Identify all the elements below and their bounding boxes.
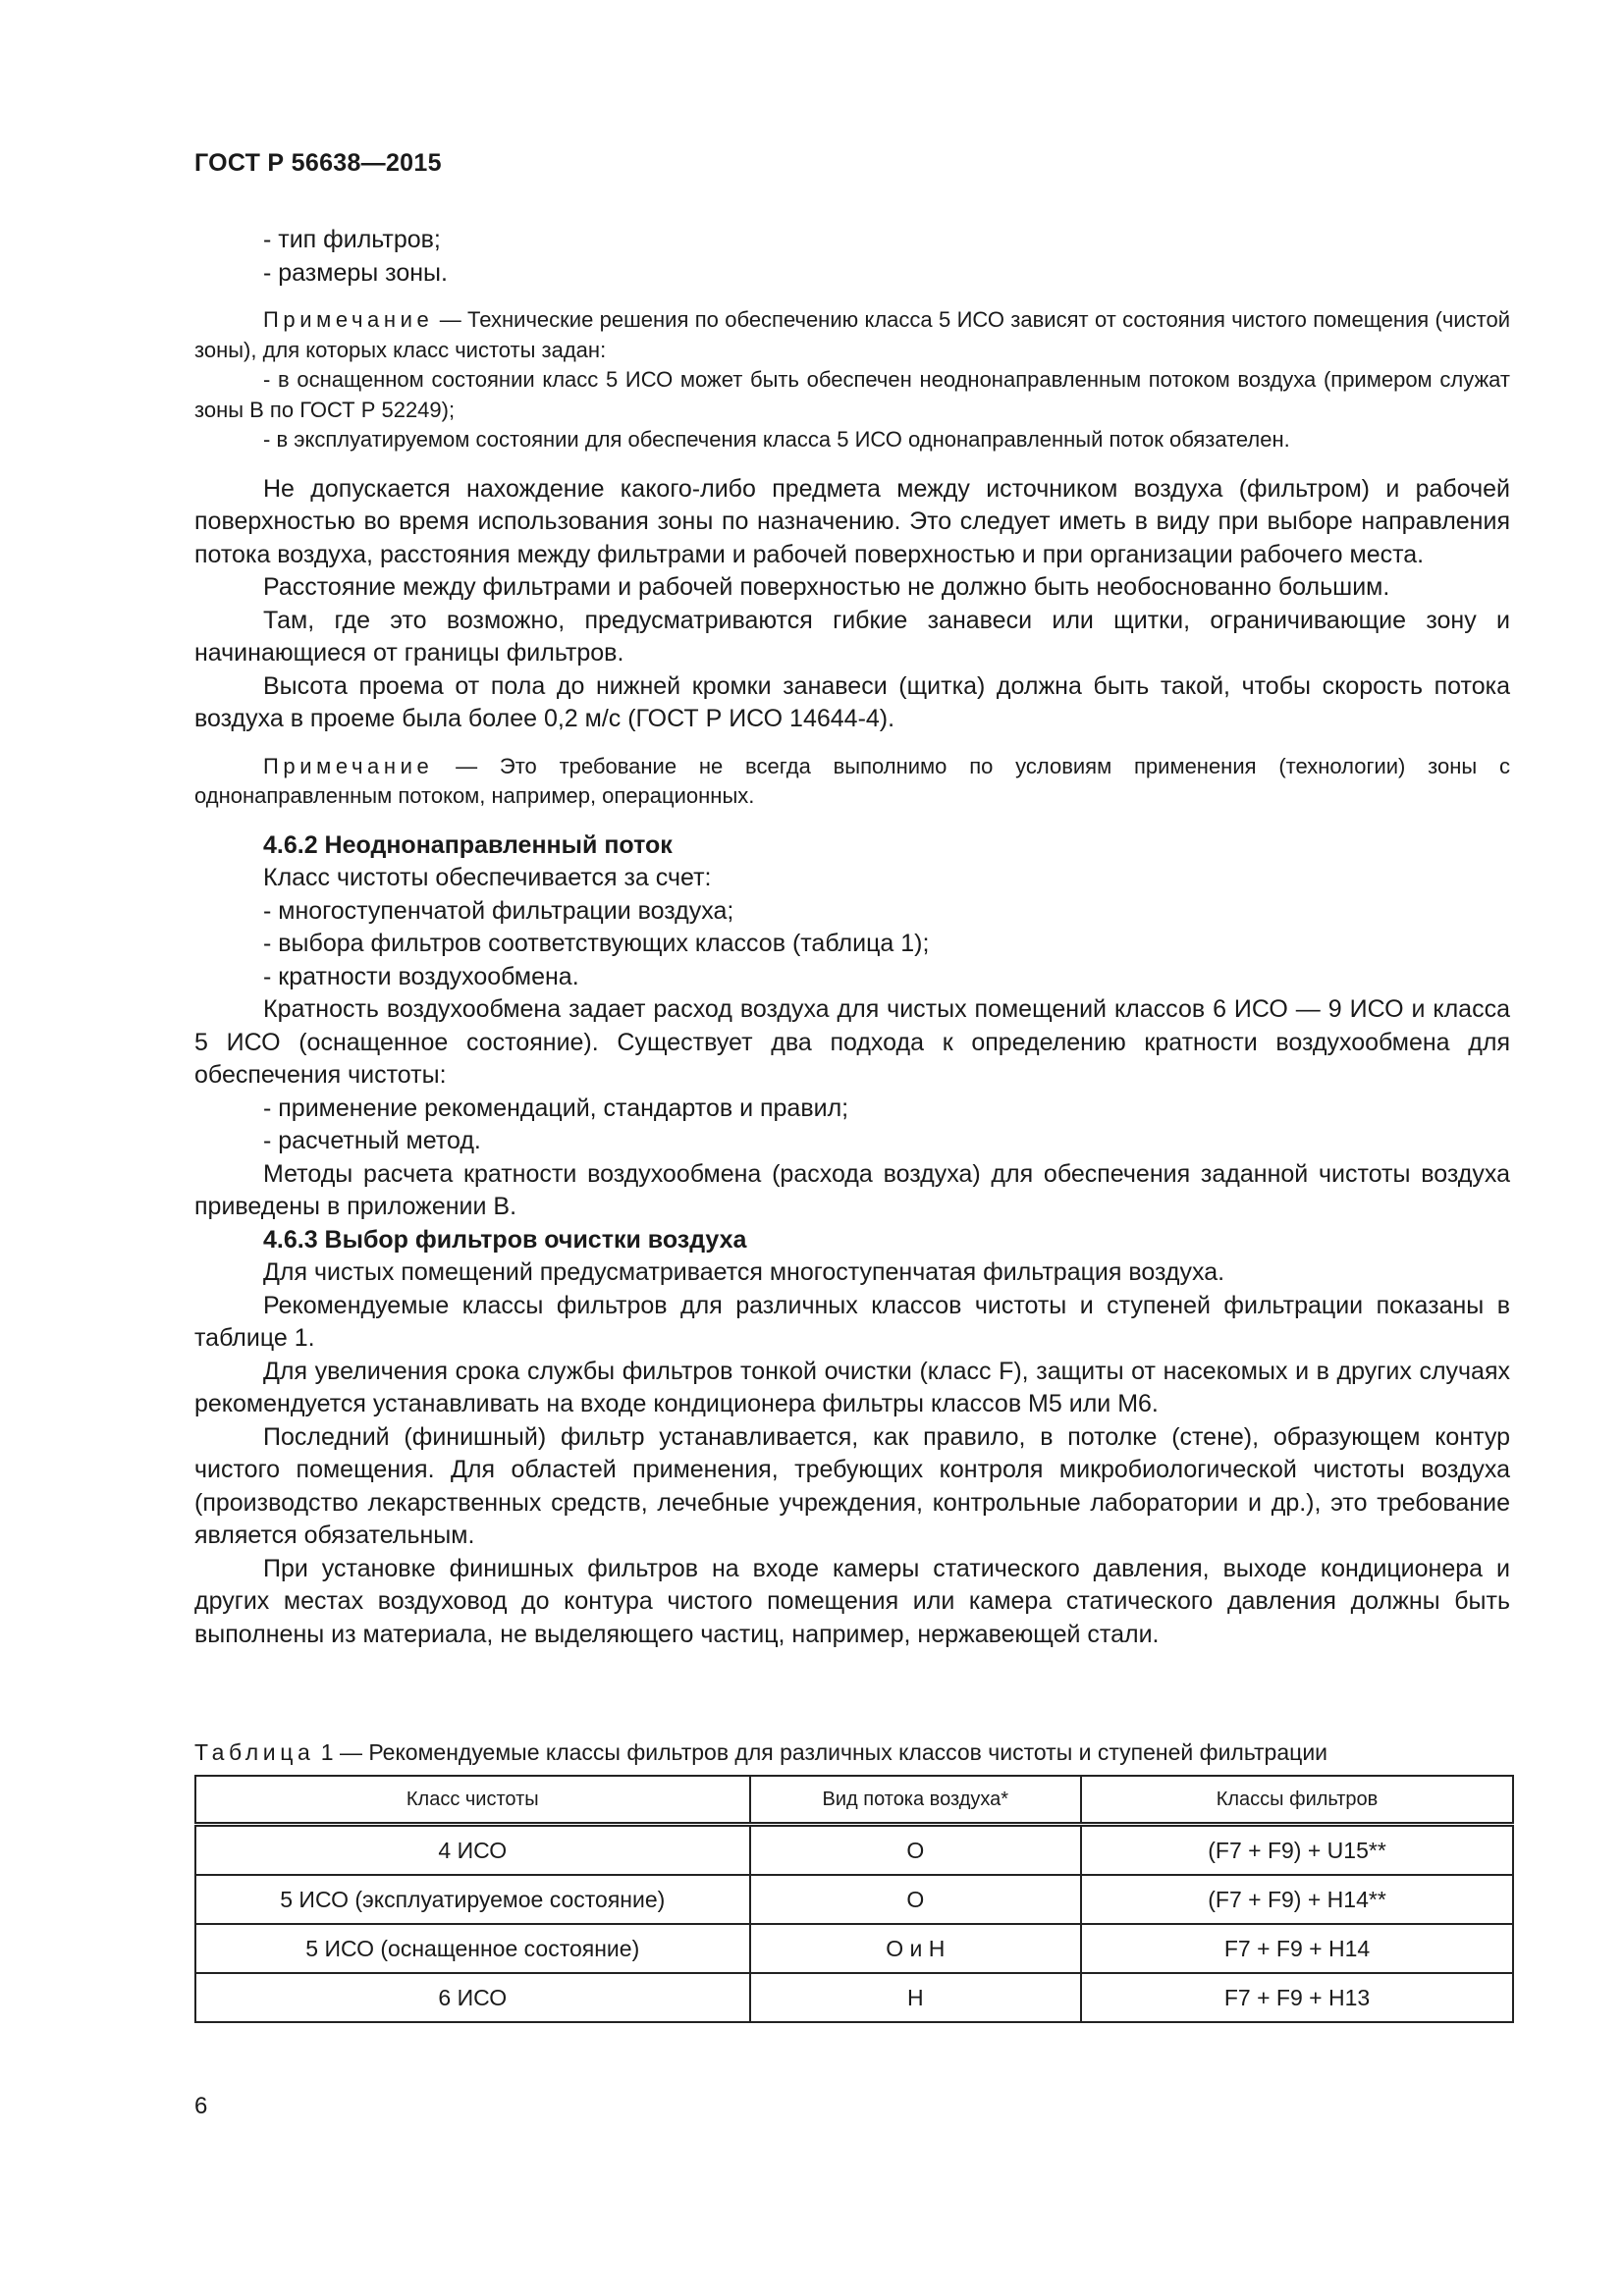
table-cell: 6 ИСО	[195, 1973, 750, 2022]
list-item: - размеры зоны.	[263, 258, 448, 287]
table-cell: 4 ИСО	[195, 1825, 750, 1876]
table-caption-label: Таблица	[194, 1739, 315, 1765]
table-cell: 5 ИСО (оснащенное состояние)	[195, 1924, 750, 1973]
note-item: - в эксплуатируемом состоянии для обеспечения класса 5 ИСО однонаправленный поток обязателен.	[263, 427, 1290, 452]
section-heading: 4.6.3 Выбор фильтров очистки воздуха	[263, 1225, 747, 1254]
table-caption	[194, 1737, 1510, 1767]
paragraph: Класс чистоты обеспечивается за счет:	[263, 864, 712, 891]
table-row	[195, 1825, 1513, 1876]
note-label: Примечание	[263, 753, 434, 778]
paragraph: Там, где это возможно, предусматриваются гибкие занавеси или щитки, ограничивающие зону и начинающиеся от границы фильтров.	[194, 606, 1510, 667]
table-cell: О	[750, 1825, 1082, 1876]
table-header-cell: Вид потока воздуха*	[750, 1776, 1082, 1825]
paragraph: Методы расчета кратности воздухообмена (расхода воздуха) для обеспечения заданной чистоты воздуха приведены в приложении В.	[194, 1159, 1510, 1220]
list-item: - кратности воздухообмена.	[263, 962, 579, 990]
body-text	[194, 224, 1510, 1651]
table-cell: О	[750, 1875, 1082, 1924]
table-row	[195, 1973, 1513, 2022]
list-item: - выбора фильтров соответствующих классов (таблица 1);	[263, 930, 930, 957]
paragraph: Рекомендуемые классы фильтров для различных классов чистоты и ступеней фильтрации показаны в таблице 1.	[194, 1291, 1510, 1352]
table-cell: 5 ИСО (эксплуатируемое состояние)	[195, 1875, 750, 1924]
note-2	[194, 752, 1510, 812]
section-heading: 4.6.2 Неоднонаправленный поток	[263, 830, 673, 859]
document-header: ГОСТ Р 56638—2015	[194, 149, 442, 177]
table-row	[195, 1924, 1513, 1973]
table-cell: (F7 + F9) + U15**	[1081, 1825, 1513, 1876]
paragraph: Не допускается нахождение какого-либо предмета между источником воздуха (фильтром) и рабочей поверхностью во время использования зоны по назначению. Это следует иметь в виду при выборе направления потока воздуха, расстояния между фильтрами и рабочей поверхностью и при организации рабочего места.	[194, 474, 1510, 568]
note-text: — Технические решения по обеспечению класса 5 ИСО зависят от состояния чистого помещения (чистой зоны), для которых класс чистоты задан:	[194, 307, 1510, 362]
paragraph: Для чистых помещений предусматривается многоступенчатая фильтрация воздуха.	[263, 1258, 1225, 1286]
paragraph: Для увеличения срока службы фильтров тонкой очистки (класс F), защиты от насекомых и в других случаях рекомендуется устанавливать на входе кондиционера фильтры классов М5 или М6.	[194, 1357, 1510, 1417]
table-caption-text: 1 — Рекомендуемые классы фильтров для различных классов чистоты и ступеней фильтрации	[314, 1739, 1328, 1765]
paragraph: Высота проема от пола до нижней кромки занавеси (щитка) должна быть такой, чтобы скорость потока воздуха в проеме была более 0,2 м/с (ГОСТ Р ИСО 14644-4).	[194, 671, 1510, 732]
table-header-cell: Класс чистоты	[195, 1776, 750, 1825]
note-text: — Это требование не всегда выполнимо по условиям применения (технологии) зоны с однонаправленным потоком, например, операционных.	[194, 753, 1510, 808]
note-1	[194, 305, 1510, 365]
list-item: - тип фильтров;	[263, 226, 441, 253]
note-item: - в оснащенном состоянии класс 5 ИСО может быть обеспечен неоднонаправленным потоком воздуха (примером служат зоны В по ГОСТ Р 52249);	[194, 367, 1510, 422]
table-header-row	[195, 1776, 1513, 1825]
list-item: - расчетный метод.	[263, 1127, 481, 1154]
table-cell: О и Н	[750, 1924, 1082, 1973]
table-cell: F7 + F9 + H13	[1081, 1973, 1513, 2022]
table-cell: F7 + F9 + H14	[1081, 1924, 1513, 1973]
filter-classes-table	[194, 1775, 1514, 2023]
table-header-cell: Классы фильтров	[1081, 1776, 1513, 1825]
paragraph: При установке финишных фильтров на входе камеры статического давления, выходе кондиционера и других местах воздуховод до контура чистого помещения или камера статического давления должны быть выполнены из материала, не выделяющего частиц, например, нержавеющей стали.	[194, 1554, 1510, 1648]
table-cell: (F7 + F9) + H14**	[1081, 1875, 1513, 1924]
table-row	[195, 1875, 1513, 1924]
table-cell: Н	[750, 1973, 1082, 2022]
page-number: 6	[194, 2093, 208, 2119]
list-item: - применение рекомендаций, стандартов и правил;	[263, 1094, 849, 1122]
paragraph: Кратность воздухообмена задает расход воздуха для чистых помещений классов 6 ИСО — 9 ИСО и класса 5 ИСО (оснащенное состояние). Существует два подхода к определению кратности воздухообмена для обеспечения чистоты:	[194, 995, 1510, 1089]
note-label: Примечание	[263, 307, 434, 332]
paragraph: Расстояние между фильтрами и рабочей поверхностью не должно быть необоснованно большим.	[263, 573, 1390, 601]
list-item: - многоступенчатой фильтрации воздуха;	[263, 896, 734, 925]
paragraph: Последний (финишный) фильтр устанавливается, как правило, в потолке (стене), образующем контур чистого помещения. Для областей применения, требующих контроля микробиологической чистоты воздуха (производство лекарственных средств, лечебные учреждения, контрольные лаборатории и др.), это требование является обязательным.	[194, 1422, 1510, 1549]
